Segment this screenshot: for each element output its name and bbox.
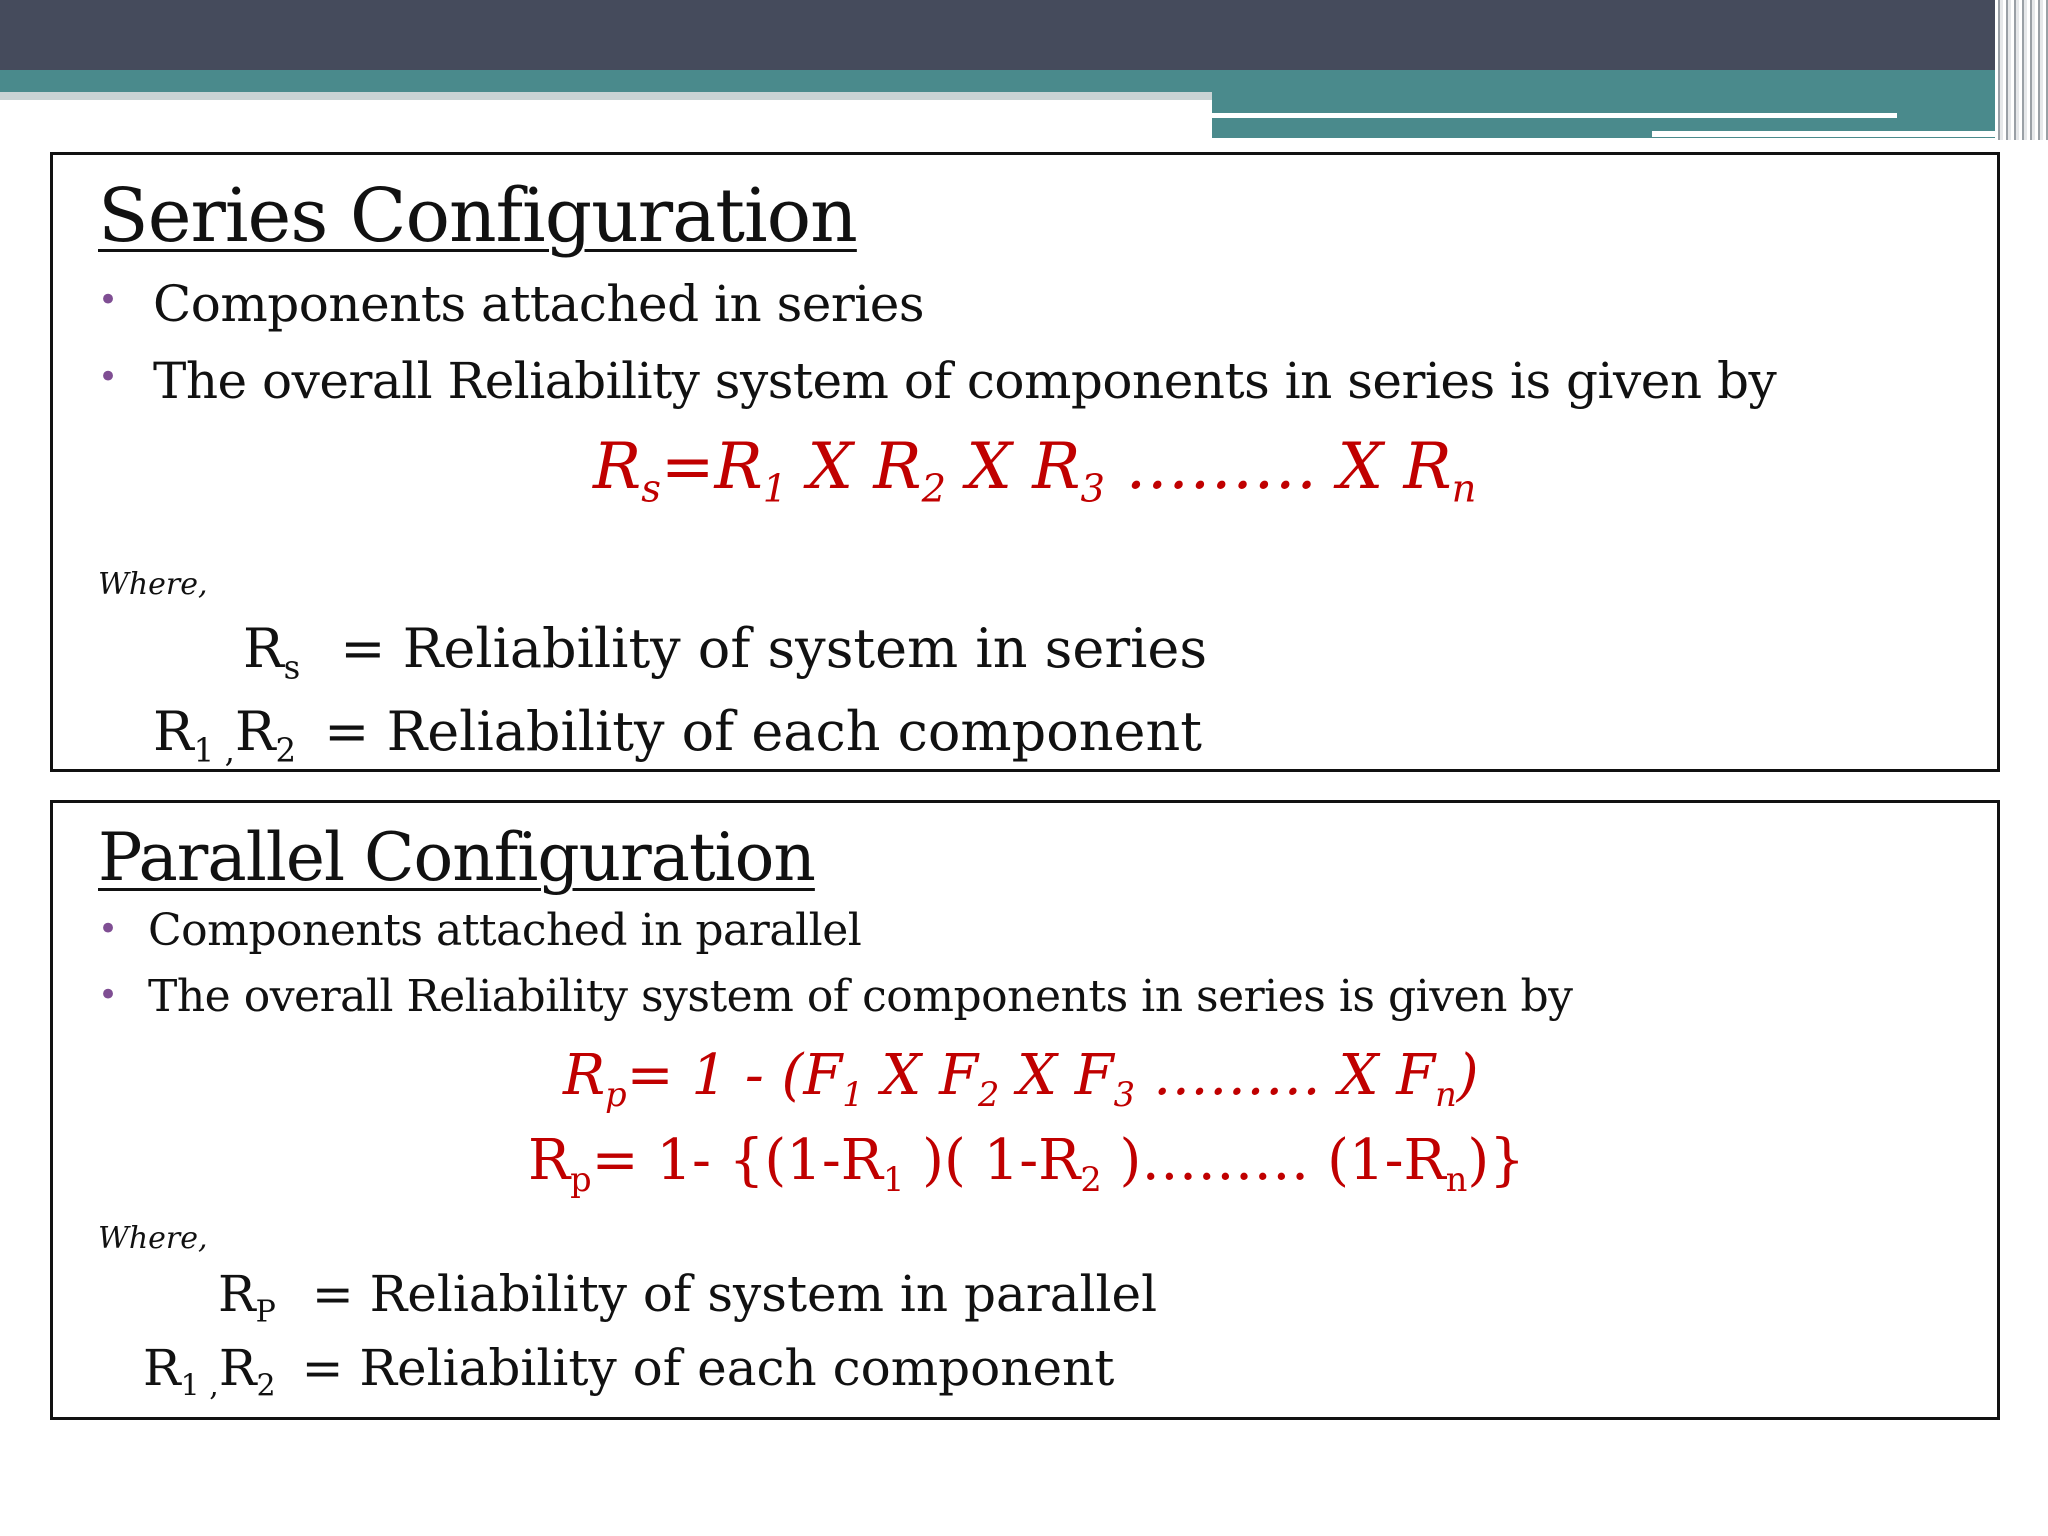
series-def-component: $R_{1 ,}R_2$ = Reliability of each component — [153, 700, 1202, 770]
series-where-label: Where, — [98, 567, 208, 602]
parallel-def-component: $R_{1 ,}R_2$ = Reliability of each component — [143, 1339, 1115, 1404]
series-title: Series Configuration — [98, 173, 857, 259]
parallel-bullet-1: Components attached in parallel — [148, 905, 862, 956]
header-accent-bar — [0, 70, 1995, 92]
parallel-def-system: $R_P$ = Reliability of system in parallel — [218, 1265, 1158, 1330]
parallel-formula-failure: $R_p= 1 - (F_1$ X $F_2$ X $F_3$ ……… X $F_n$) — [563, 1043, 1479, 1114]
series-def-system: $R_s$ = Reliability of system in series — [243, 617, 1208, 687]
bullet-icon: • — [98, 280, 119, 320]
parallel-title: Parallel Configuration — [98, 819, 815, 896]
bullet-icon: • — [98, 909, 119, 949]
parallel-where-label: Where, — [98, 1221, 208, 1256]
header-stripes — [1995, 0, 2048, 140]
series-configuration-panel — [50, 152, 2000, 772]
parallel-formula-reliability: $R_p= 1-$ {($1-R_1$ )( $1-R_2$ )……… $(1-R_n)$} — [528, 1128, 1525, 1199]
header-line — [1652, 131, 2002, 137]
header-bar — [0, 0, 1995, 70]
parallel-configuration-panel — [50, 800, 2000, 1420]
series-bullet-1: Components attached in series — [153, 275, 924, 333]
series-bullet-2: The overall Reliability system of components in series is given by — [153, 352, 1777, 410]
parallel-bullet-2: The overall Reliability system of components in series is given by — [148, 971, 1573, 1022]
header-line — [1212, 113, 1897, 118]
header-shadow — [0, 92, 1215, 100]
bullet-icon: • — [98, 357, 119, 397]
series-formula: $R_s=R_1$ X $R_2$ X $R_3$ ……… X $R_n$ — [593, 430, 1477, 512]
bullet-icon: • — [98, 975, 119, 1015]
